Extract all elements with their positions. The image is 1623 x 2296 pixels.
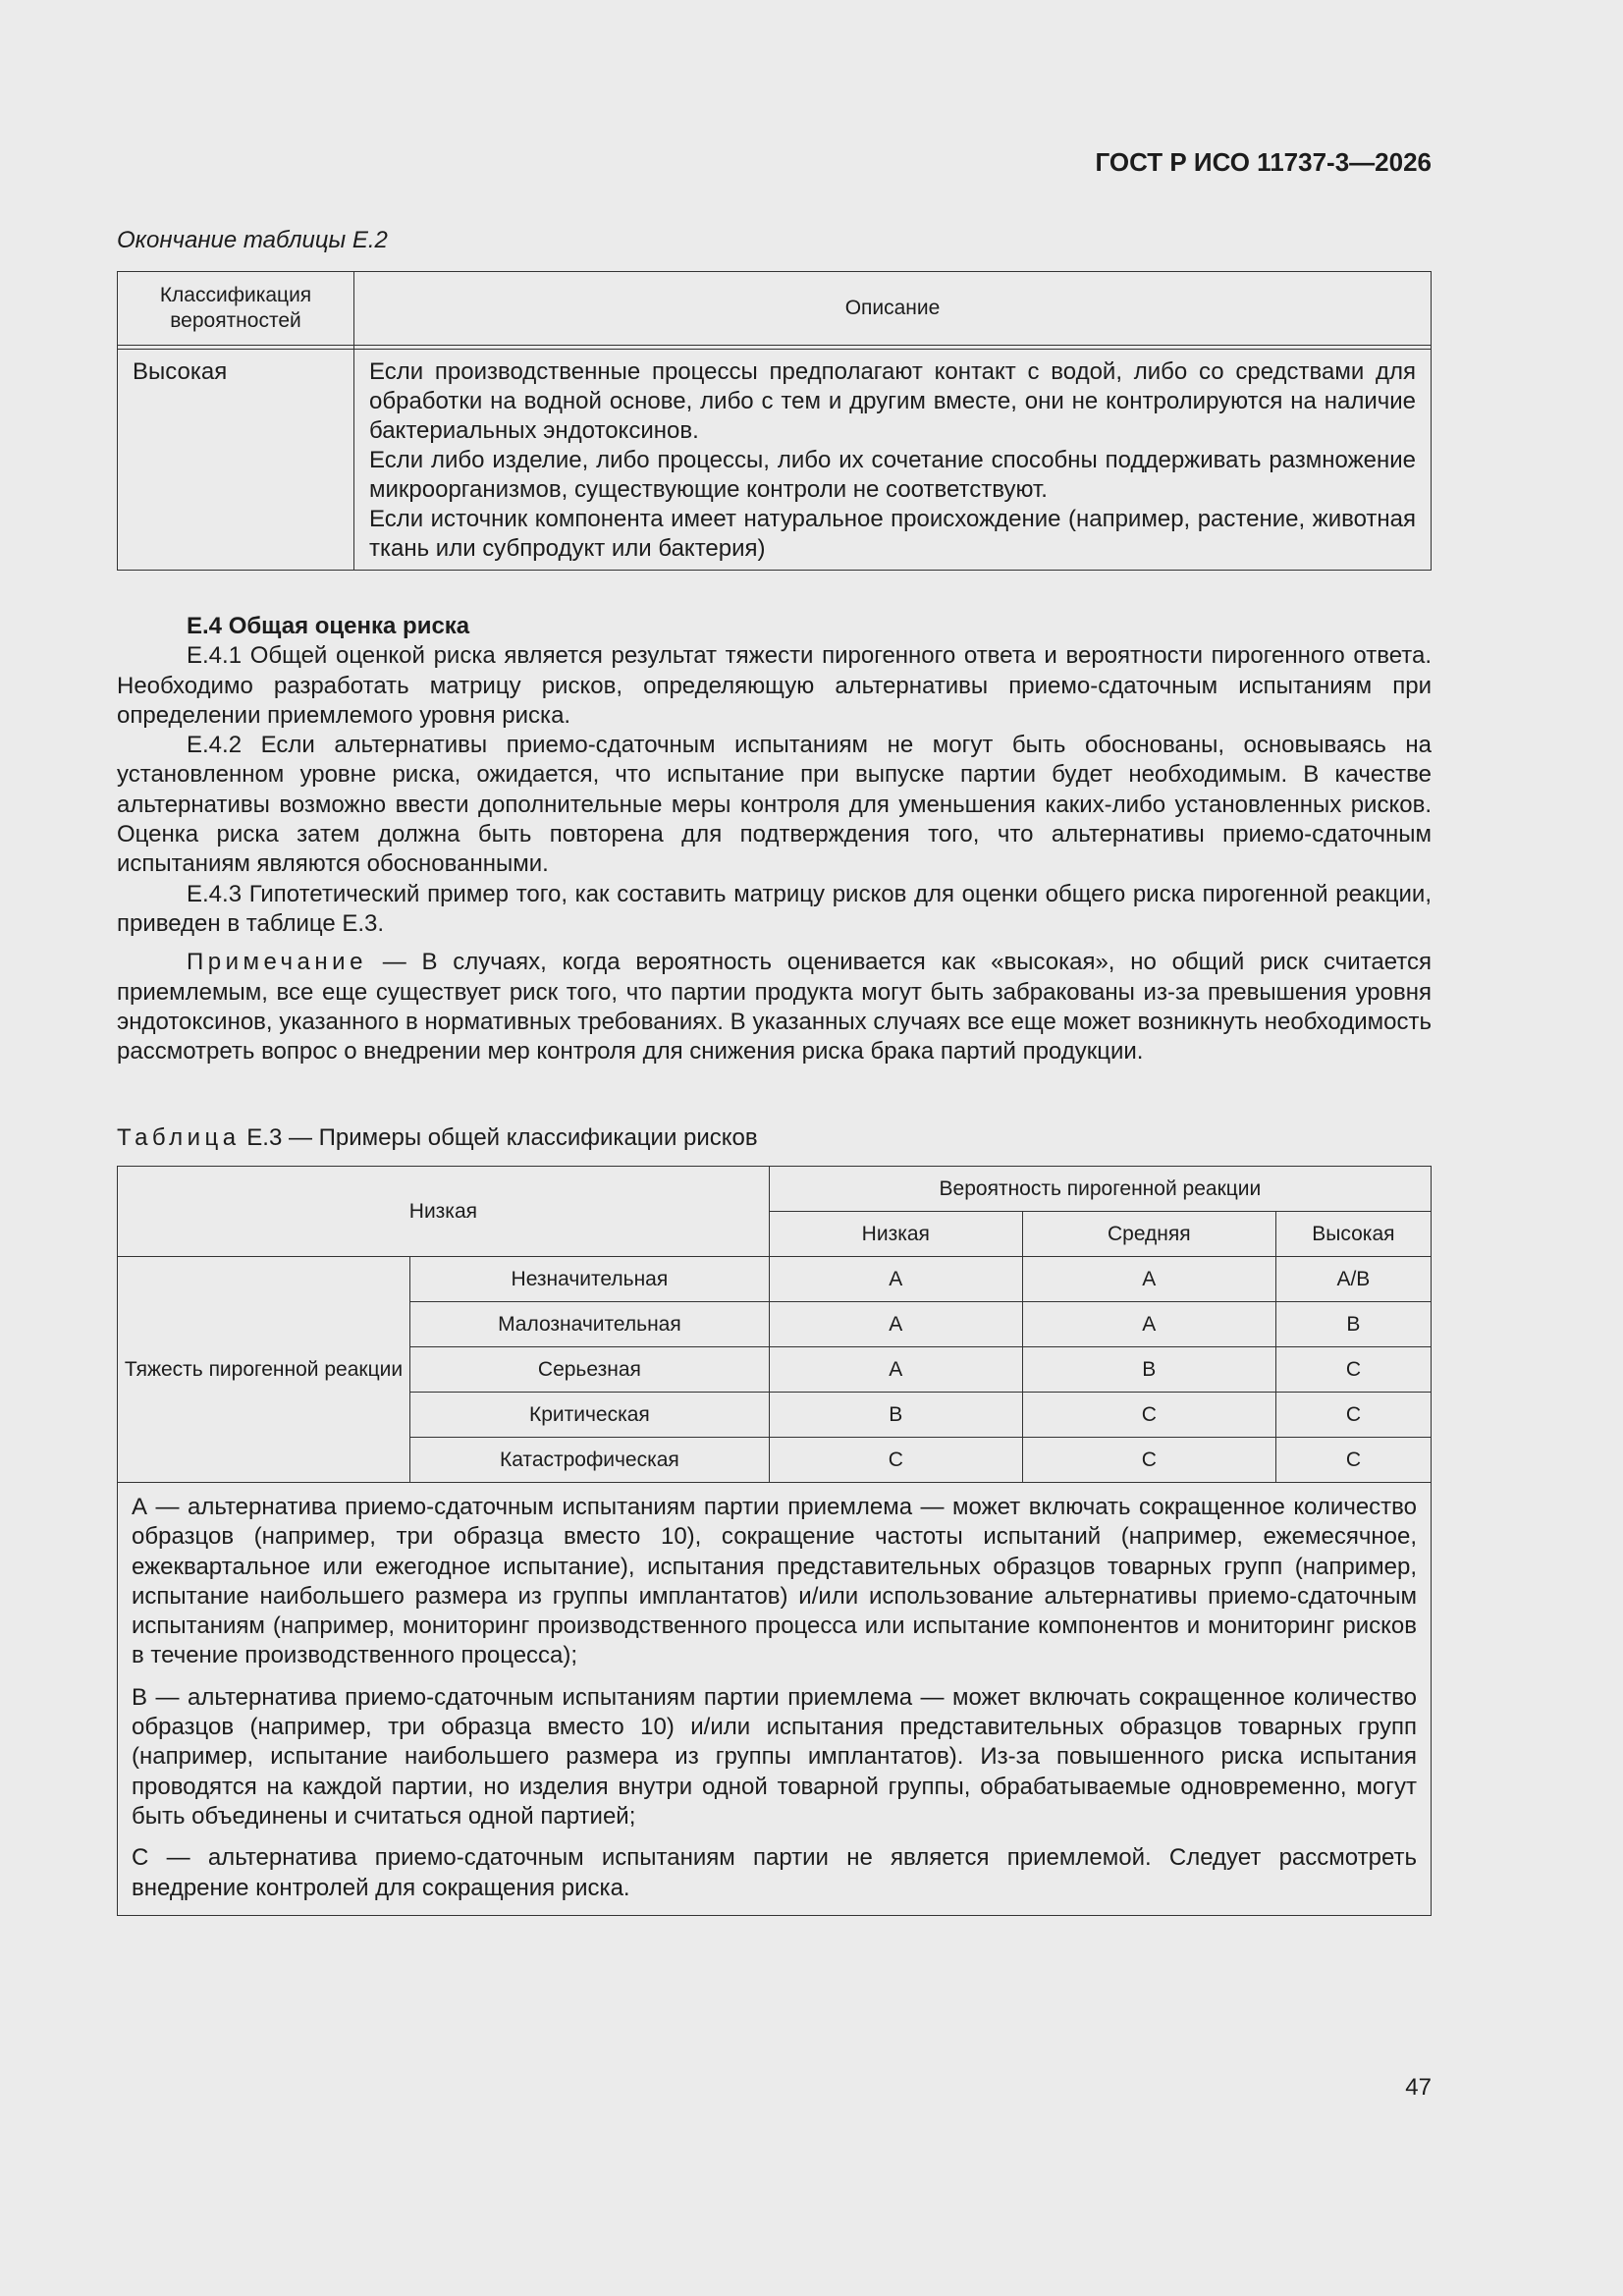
table-e2-row [118, 350, 1432, 571]
table-e3-value-cell: B [1275, 1302, 1431, 1347]
table-e3-level-header: Средняя [1022, 1212, 1275, 1257]
table-e2-desc-cell [354, 350, 1432, 571]
note-label: Примечание [187, 949, 367, 976]
table-e3-value-cell: C [1275, 1393, 1431, 1438]
table-e3-caption [117, 1124, 758, 1152]
table-e3-value-cell: C [1275, 1347, 1431, 1393]
section-paragraph: Е.4.1 Общей оценкой риска является результат тяжести пирогенного ответа и вероятности пирогенного ответа. Необходимо разработать матрицу рисков, определяющую альтернативы приемо-сдаточным испытаниям при определении приемлемого уровня риска. [117, 642, 1432, 729]
table-e3-severity-cell: Малозначительная [410, 1302, 770, 1347]
table-e3-value-cell: B [769, 1393, 1022, 1438]
table-e3-row [118, 1257, 1432, 1302]
table-e3-legend-row [118, 1483, 1432, 1916]
table-e2 [117, 271, 1432, 571]
table-e3-level-header: Высокая [1275, 1212, 1431, 1257]
table-e3-severity-cell: Незначительная [410, 1257, 770, 1302]
table-e2-desc-paragraph: Если производственные процессы предполагают контакт с водой, либо со средствами для обработки на водной основе, либо с тем и другим вместе, они не контролируются на наличие бактериальных эндотоксинов. [369, 358, 1416, 444]
table-e3 [117, 1166, 1432, 1916]
section-e4 [117, 612, 1432, 1066]
table-e3-severity-cell: Серьезная [410, 1347, 770, 1393]
legend-paragraph: А — альтернатива приемо-сдаточным испытаниям партии приемлема — может включать сокращенное количество образцов (например, три образца вместо 10), сокращение частоты испытаний (например, ежемесячное, ежеквартальное или ежегодное испытание), испытания представительных образцов товарных групп (например, испытание наибольшего размера из группы имплантатов) и/или использование альтернативы приемо-сдаточным испытаниям (например, мониторинг производственного процесса или испытание компонентов и мониторинг рисков в течение производственного процесса); [132, 1494, 1417, 1669]
table-e3-value-cell: A [769, 1302, 1022, 1347]
table-e3-value-cell: A [1022, 1257, 1275, 1302]
table-e3-value-cell: A [769, 1257, 1022, 1302]
legend-paragraph: С — альтернатива приемо-сдаточным испытаниям партии не является приемлемой. Следует рассмотреть внедрение контролей для сокращения риска. [132, 1844, 1417, 1901]
table-e2-header-class: Классификация вероятностей [118, 272, 354, 346]
table-e3-caption-title: Е.3 — Примеры общей классификации рисков [246, 1124, 758, 1151]
table-e3-value-cell: A [1022, 1302, 1275, 1347]
table-e3-legend [118, 1483, 1432, 1916]
note-paragraph [117, 948, 1432, 1066]
table-e3-caption-label: Таблица [117, 1124, 241, 1151]
standard-code: ГОСТ Р ИСО 11737-3—2026 [1095, 147, 1432, 177]
table-e2-caption: Окончание таблицы Е.2 [117, 227, 388, 253]
table-e2-desc-paragraph: Если либо изделие, либо процессы, либо их сочетание способны поддерживать размножение микроорганизмов, существующие контроли не соответствуют. [369, 447, 1416, 503]
table-e3-severity-label: Тяжесть пирогенной реакции [118, 1257, 410, 1483]
table-e3-severity-cell: Катастрофическая [410, 1438, 770, 1483]
table-e3-value-cell: B [1022, 1347, 1275, 1393]
page-number: 47 [1405, 2074, 1432, 2101]
table-e3-value-cell: A [769, 1347, 1022, 1393]
section-paragraph: Е.4.3 Гипотетический пример того, как составить матрицу рисков для оценки общего риска пирогенной реакции, приведен в таблице Е.3. [117, 880, 1432, 937]
section-title: Е.4 Общая оценка риска [187, 613, 470, 639]
table-e2-desc-paragraph: Если источник компонента имеет натуральное происхождение (например, растение, животная ткань или субпродукт или бактерия) [369, 506, 1416, 562]
table-e3-severity-cell: Критическая [410, 1393, 770, 1438]
legend-paragraph: В — альтернатива приемо-сдаточным испытаниям партии приемлема — может включать сокращенное количество образцов (например, три образца вместо 10) и/или испытания представительных образцов товарных групп (например, испытание наибольшего размера из группы имплантатов). Из-за повышенного риска испытания проводятся на каждой партии, но изделия внутри одной товарной группы, обрабатываемые одновременно, могут быть объединены и считаться одной партией; [132, 1683, 1417, 1830]
section-paragraph: Е.4.2 Если альтернативы приемо-сдаточным испытаниям не могут быть обоснованы, основываясь на установленном уровне риска, ожидается, что испытание при выпуске партии будет необходимым. В качестве альтернативы возможно ввести дополнительные меры контроля для уменьшения каких-либо установленных рисков. Оценка риска затем должна быть повторена для подтверждения того, что альтернативы приемо-сдаточным испытаниям являются обоснованными. [117, 732, 1432, 878]
table-e3-value-cell: C [769, 1438, 1022, 1483]
table-e3-value-cell: C [1022, 1393, 1275, 1438]
table-e3-header-row [118, 1167, 1432, 1212]
table-e3-value-cell: C [1022, 1438, 1275, 1483]
table-e3-corner-cell: Низкая [118, 1167, 770, 1257]
table-e3-value-cell: C [1275, 1438, 1431, 1483]
table-e2-header-row [118, 272, 1432, 346]
table-e2-class-cell: Высокая [118, 350, 354, 571]
note-text: — В случаях, когда вероятность оценивается как «высокая», но общий риск считается приемлемым, все еще существует риск того, что партии продукта могут быть забракованы из-за превышения уровня эндотоксинов, указанного в нормативных требованиях. В указанных случаях все еще может возникнуть необходимость рассмотреть вопрос о внедрении мер контроля для снижения риска брака партий продукции. [117, 949, 1432, 1066]
table-e3-value-cell: A/B [1275, 1257, 1431, 1302]
table-e3-probability-header: Вероятность пирогенной реакции [769, 1167, 1431, 1212]
table-e2-header-desc: Описание [354, 272, 1432, 346]
table-e3-level-header: Низкая [769, 1212, 1022, 1257]
